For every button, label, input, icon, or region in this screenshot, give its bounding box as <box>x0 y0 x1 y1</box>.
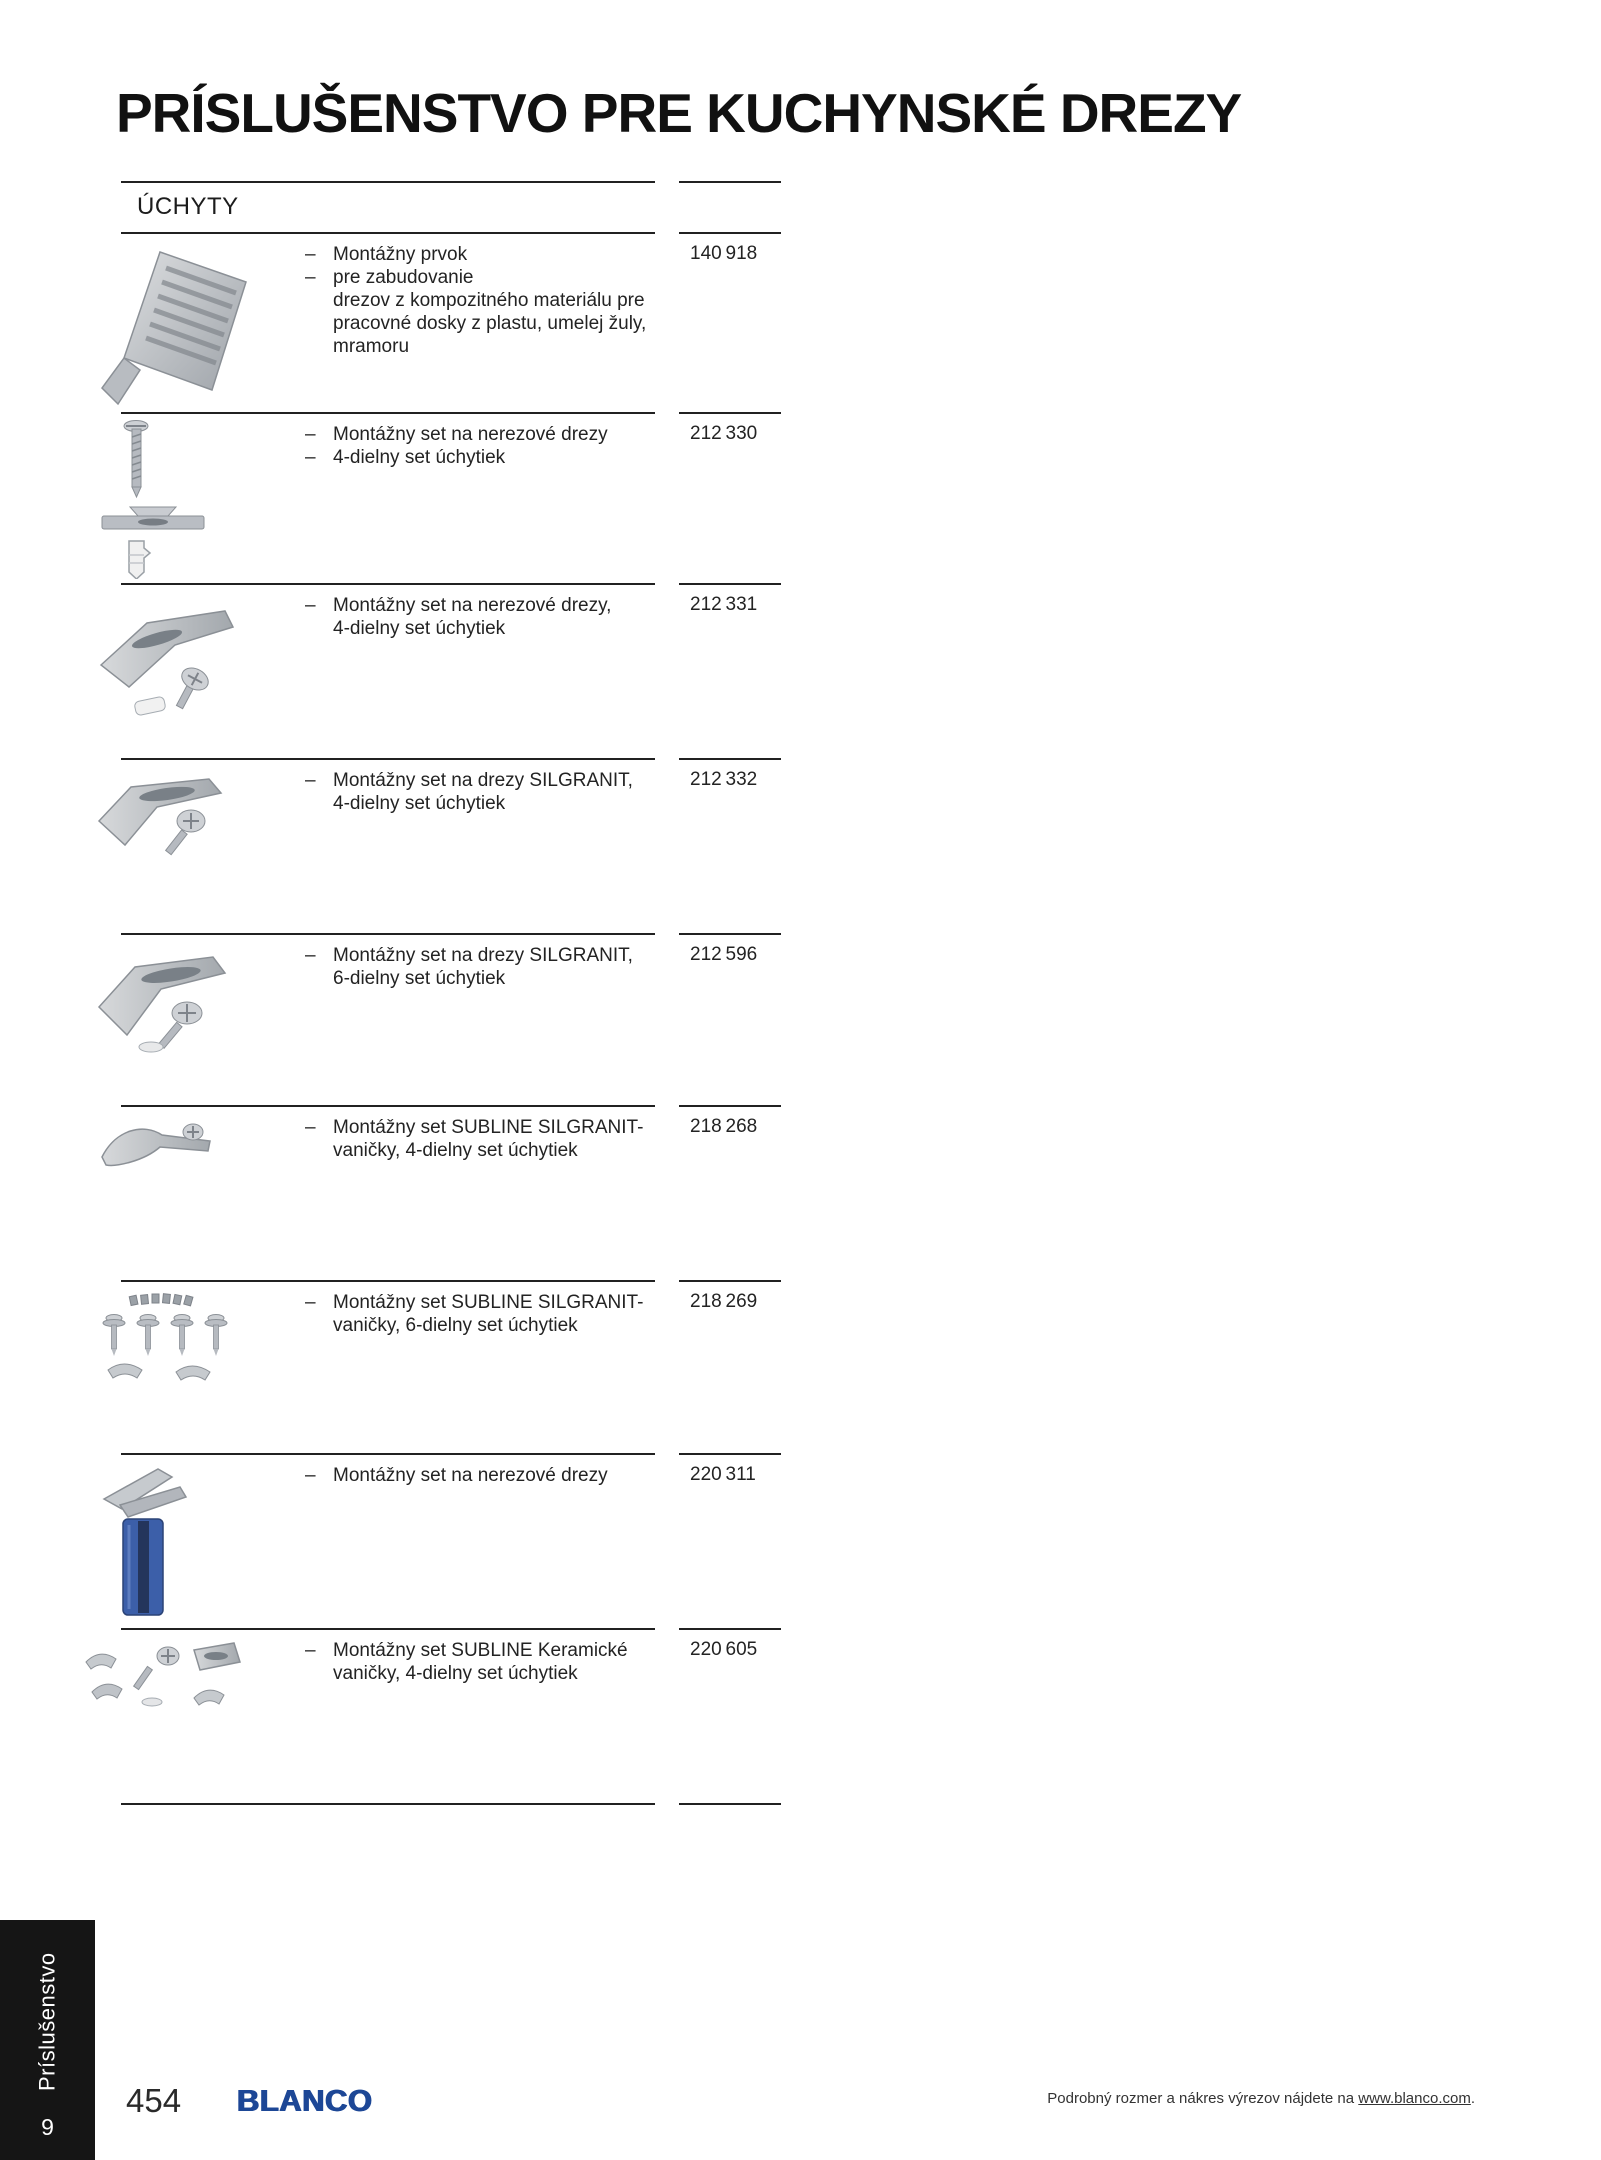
bullet <box>305 335 333 358</box>
product-description <box>305 243 675 358</box>
rule <box>679 181 781 183</box>
product-number: 212 596 <box>690 944 758 965</box>
bullet <box>305 792 333 815</box>
product-description <box>305 1639 675 1685</box>
product-image-mounting-plate <box>96 246 296 412</box>
bullet <box>305 312 333 335</box>
footer-link[interactable]: www.blanco.com <box>1358 2090 1471 2107</box>
product-number: 212 331 <box>690 594 758 615</box>
product-image-clamp-screw <box>95 773 230 865</box>
description-line: 4-dielny set úchytiek <box>333 793 506 814</box>
product-image-clamp-screw <box>95 601 235 719</box>
rule <box>679 1803 781 1805</box>
bullet <box>305 1662 333 1685</box>
description-line: Montážny set SUBLINE SILGRANIT- <box>333 1292 644 1313</box>
bullet: – <box>305 1465 316 1486</box>
product-image-curved-bracket <box>98 1117 218 1175</box>
page-title: PRÍSLUŠENSTVO PRE KUCHYNSKÉ DREZY <box>116 81 1242 144</box>
bullet: – <box>305 244 316 265</box>
footer-note-period: . <box>1470 2090 1475 2107</box>
product-row <box>0 758 1601 933</box>
description-line: Montážny set SUBLINE Keramické <box>333 1640 628 1661</box>
section-header: ÚCHYTY <box>137 193 239 220</box>
product-number: 218 268 <box>690 1116 758 1137</box>
description-line: Montážny set na drezy SILGRANIT, <box>333 770 633 791</box>
product-row <box>0 1628 1601 1803</box>
bullet: – <box>305 1640 316 1661</box>
bullet <box>305 289 333 312</box>
description-line: pracovné dosky z plastu, umelej žuly, <box>333 313 647 334</box>
bullet: – <box>305 1117 316 1138</box>
description-line: vaničky, 4-dielny set úchytiek <box>333 1140 578 1161</box>
description-line: 6-dielny set úchytiek <box>333 968 506 989</box>
bullet: – <box>305 1292 316 1313</box>
description-line: Montážny set SUBLINE SILGRANIT- <box>333 1117 644 1138</box>
description-line: 4-dielny set úchytiek <box>333 618 506 639</box>
product-row <box>0 1280 1601 1453</box>
product-description <box>305 423 675 469</box>
product-number: 212 330 <box>690 423 758 444</box>
bullet <box>305 1139 333 1162</box>
product-image-blue-clamp-tool <box>96 1463 191 1621</box>
product-row <box>0 1453 1601 1628</box>
description-line: Montážny set na nerezové drezy, <box>333 595 612 616</box>
product-image-clamp-screw <box>95 951 230 1059</box>
description-line: vaničky, 6-dielny set úchytiek <box>333 1315 578 1336</box>
bullet: – <box>305 267 316 288</box>
rule <box>121 1803 655 1805</box>
blanco-logo: BLANCO <box>237 2083 373 2118</box>
product-number: 212 332 <box>690 769 758 790</box>
product-description <box>305 1291 675 1337</box>
product-row <box>0 583 1601 758</box>
bullet <box>305 617 333 640</box>
description-line: mramoru <box>333 336 410 357</box>
sidebar-section-number: 9 <box>41 2114 54 2140</box>
product-row <box>0 412 1601 583</box>
description-line: Montážny prvok <box>333 244 468 265</box>
bullet: – <box>305 595 316 616</box>
product-description <box>305 594 675 640</box>
bullet: – <box>305 447 316 468</box>
page-number: 454 <box>126 2082 182 2119</box>
product-number: 220 311 <box>690 1464 756 1485</box>
description-line: pre zabudovanie <box>333 267 474 288</box>
description-line: Montážny set na nerezové drezy <box>333 1465 608 1486</box>
bullet <box>305 967 333 990</box>
product-row <box>0 232 1601 412</box>
product-description <box>305 769 675 815</box>
description-line: Montážny set na nerezové drezy <box>333 424 608 445</box>
product-image-screw-bracket-anchor <box>100 417 210 579</box>
description-line: vaničky, 4-dielny set úchytiek <box>333 1663 578 1684</box>
product-description <box>305 1464 675 1487</box>
sidebar-section-label: Príslušenstvo <box>34 1952 60 2092</box>
product-description <box>305 944 675 990</box>
product-number: 220 605 <box>690 1639 758 1660</box>
description-line: drezov z kompozitného materiálu pre <box>333 290 645 311</box>
product-row <box>0 1105 1601 1280</box>
product-row <box>0 933 1601 1105</box>
product-description <box>305 1116 675 1162</box>
footer-note-text: Podrobný rozmer a nákres výrezov nájdete na <box>1047 2090 1359 2107</box>
product-image-clips-screws-plate <box>82 1636 242 1718</box>
product-image-fastener-kit <box>90 1292 240 1390</box>
product-number: 218 269 <box>690 1291 758 1312</box>
description-line: Montážny set na drezy SILGRANIT, <box>333 945 633 966</box>
bullet: – <box>305 424 316 445</box>
description-line: 4-dielny set úchytiek <box>333 447 506 468</box>
product-number: 140 918 <box>690 243 758 264</box>
rule <box>121 181 655 183</box>
bullet: – <box>305 945 316 966</box>
bullet <box>305 1314 333 1337</box>
footer-note <box>1047 2090 1475 2107</box>
bullet: – <box>305 770 316 791</box>
